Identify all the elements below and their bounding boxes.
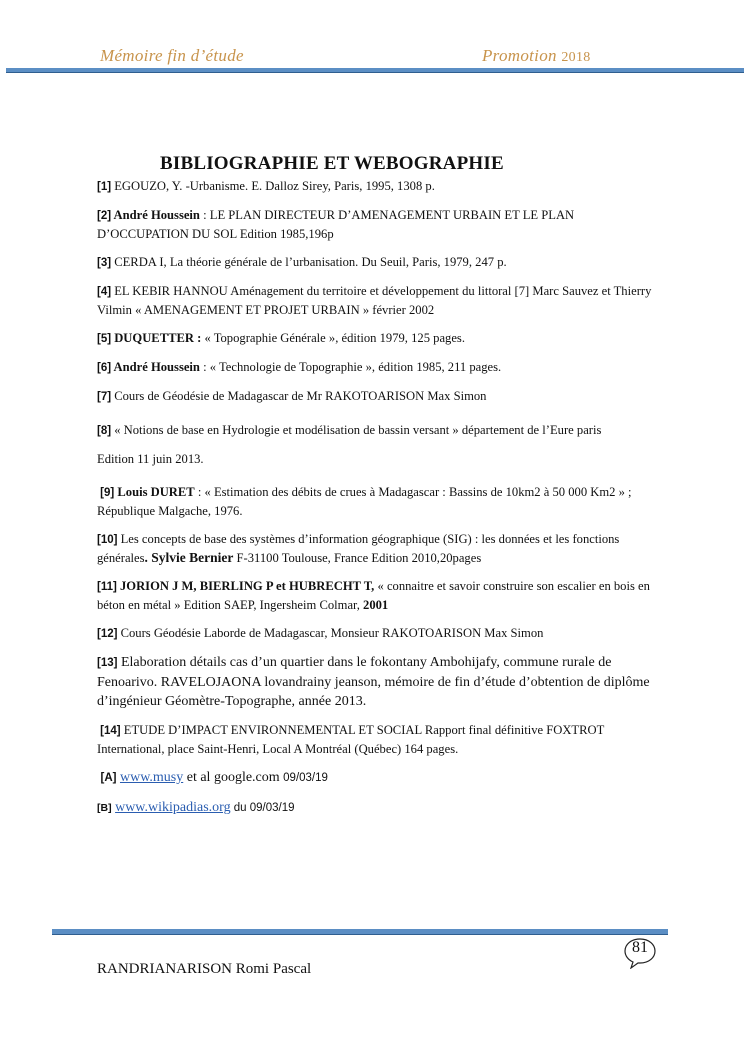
reference-5 <box>97 329 662 348</box>
reference-13 <box>97 653 662 711</box>
ref-number: [13] <box>97 657 118 669</box>
ref-author: JORION J M, BIERLING P et HUBRECHT T, <box>116 579 375 593</box>
footer-author: RANDRIANARISON Romi Pascal <box>97 961 312 977</box>
ref-number: [3] <box>97 257 112 269</box>
web-link-wikipadias[interactable]: www.wikipadias.org <box>115 800 231 815</box>
ref-text: du 09/03/19 <box>230 802 295 814</box>
webref-a <box>97 768 662 788</box>
reference-1 <box>97 177 662 196</box>
reference-14 <box>97 721 662 758</box>
ref-text-edition: Edition 11 juin 2013. <box>97 452 204 466</box>
page-number: 81 <box>632 939 648 956</box>
reference-12 <box>97 624 662 643</box>
header-rule <box>6 68 744 73</box>
ref-number: [1] <box>97 181 112 193</box>
reference-6 <box>97 358 662 377</box>
ref-author: André Houssein <box>111 208 200 222</box>
ref-number: [5] <box>97 333 112 345</box>
ref-text: CERDA I, La théorie générale de l’urbanisation. Du Seuil, Paris, 1979, 247 p. <box>111 255 507 269</box>
ref-text: EL KEBIR HANNOU Aménagement du territoire et développement du littoral [7] Marc Sauvez et Thierry Vilmin « AMENAGEMENT ET PROJET URBAIN » février 2002 <box>97 284 652 317</box>
ref-number: [9] <box>100 487 115 499</box>
reference-9 <box>97 483 662 520</box>
ref-text: et al google.com <box>183 770 284 785</box>
ref-number: [B] <box>97 802 112 814</box>
ref-number: [10] <box>97 534 118 546</box>
ref-number: [6] <box>97 362 112 374</box>
ref-text-publisher: F-31100 Toulouse, France Edition 2010,20pages <box>233 551 482 565</box>
ref-text: : « Estimation des débits de crues à Madagascar : Bassins de 10km2 à 50 000 Km2 » ; République Malgache, 1976. <box>97 485 632 518</box>
ref-number: [14] <box>100 725 121 737</box>
ref-text: Les concepts de base des systèmes d’information géographique (SIG) : les données et les fonctions générales <box>97 532 620 565</box>
ref-text: EGOUZO, Y. -Urbanisme. E. Dalloz Sirey, Paris, 1995, 1308 p. <box>111 179 435 193</box>
webref-b <box>97 798 662 818</box>
ref-text: Cours Géodésie Laborde de Madagascar, Monsieur RAKOTOARISON Max Simon <box>117 626 544 640</box>
ref-text: : « Technologie de Topographie », édition 1985, 211 pages. <box>199 360 502 374</box>
reference-7 <box>97 387 662 406</box>
ref-date: 09/03/19 <box>283 772 328 784</box>
reference-2 <box>97 206 662 243</box>
footer-rule <box>52 929 668 935</box>
reference-11 <box>97 577 662 614</box>
ref-text: « Topographie Générale », édition 1979, 125 pages. <box>201 331 465 345</box>
ref-author: André Houssein <box>111 360 200 374</box>
ref-author: . Sylvie Bernier <box>144 550 234 565</box>
reference-4 <box>97 282 662 319</box>
reference-3 <box>97 253 662 272</box>
page-title: BIBLIOGRAPHIE ET WEBOGRAPHIE <box>160 153 504 174</box>
ref-number: [A] <box>100 772 117 784</box>
reference-10 <box>97 530 662 567</box>
ref-author: DUQUETTER : <box>111 331 202 345</box>
header-year: 2018 <box>561 50 591 65</box>
header-memoire: Mémoire fin d’étude <box>100 46 244 65</box>
ref-text: : LE PLAN DIRECTEUR D’AMENAGEMENT URBAIN ET LE PLAN D’OCCUPATION DU SOL Edition 1985,196p <box>97 208 575 241</box>
ref-number: [12] <box>97 628 118 640</box>
ref-number: [4] <box>97 286 112 298</box>
reference-list <box>97 177 662 828</box>
ref-text: Cours de Géodésie de Madagascar de Mr RAKOTOARISON Max Simon <box>111 389 487 403</box>
ref-text: Elaboration détails cas d’un quartier dans le fokontany Ambohijafy, commune rurale de Fenoarivo. RAVELOJAONA lovandrainy jeanson, mémoire de fin d’étude d’obtention de diplôme d’ingénieur Géomètre-Topographe, année 2013. <box>97 655 650 709</box>
ref-text: « Notions de base en Hydrologie et modélisation de bassin versant » département de l’Eure paris <box>111 423 602 437</box>
header-promotion <box>482 46 591 66</box>
header-promotion-label: Promotion <box>482 46 557 65</box>
ref-number: [8] <box>97 425 112 437</box>
ref-text: « connaitre et savoir construire son escalier en bois en béton en métal » Edition SAEP, Ingersheim Colmar, <box>97 579 650 612</box>
ref-number: [2] <box>97 210 112 222</box>
reference-8 <box>97 416 662 473</box>
ref-year: 2001 <box>363 598 389 612</box>
ref-author: Louis DURET <box>114 485 195 499</box>
ref-number: [11] <box>97 581 117 593</box>
web-link-musy[interactable]: www.musy <box>119 770 184 785</box>
ref-text: ETUDE D’IMPACT ENVIRONNEMENTAL ET SOCIAL Rapport final définitive FOXTROT International, place Saint-Henri, Local A Montréal (Québec) 164 pages. <box>97 723 605 756</box>
ref-number: [7] <box>97 391 112 403</box>
